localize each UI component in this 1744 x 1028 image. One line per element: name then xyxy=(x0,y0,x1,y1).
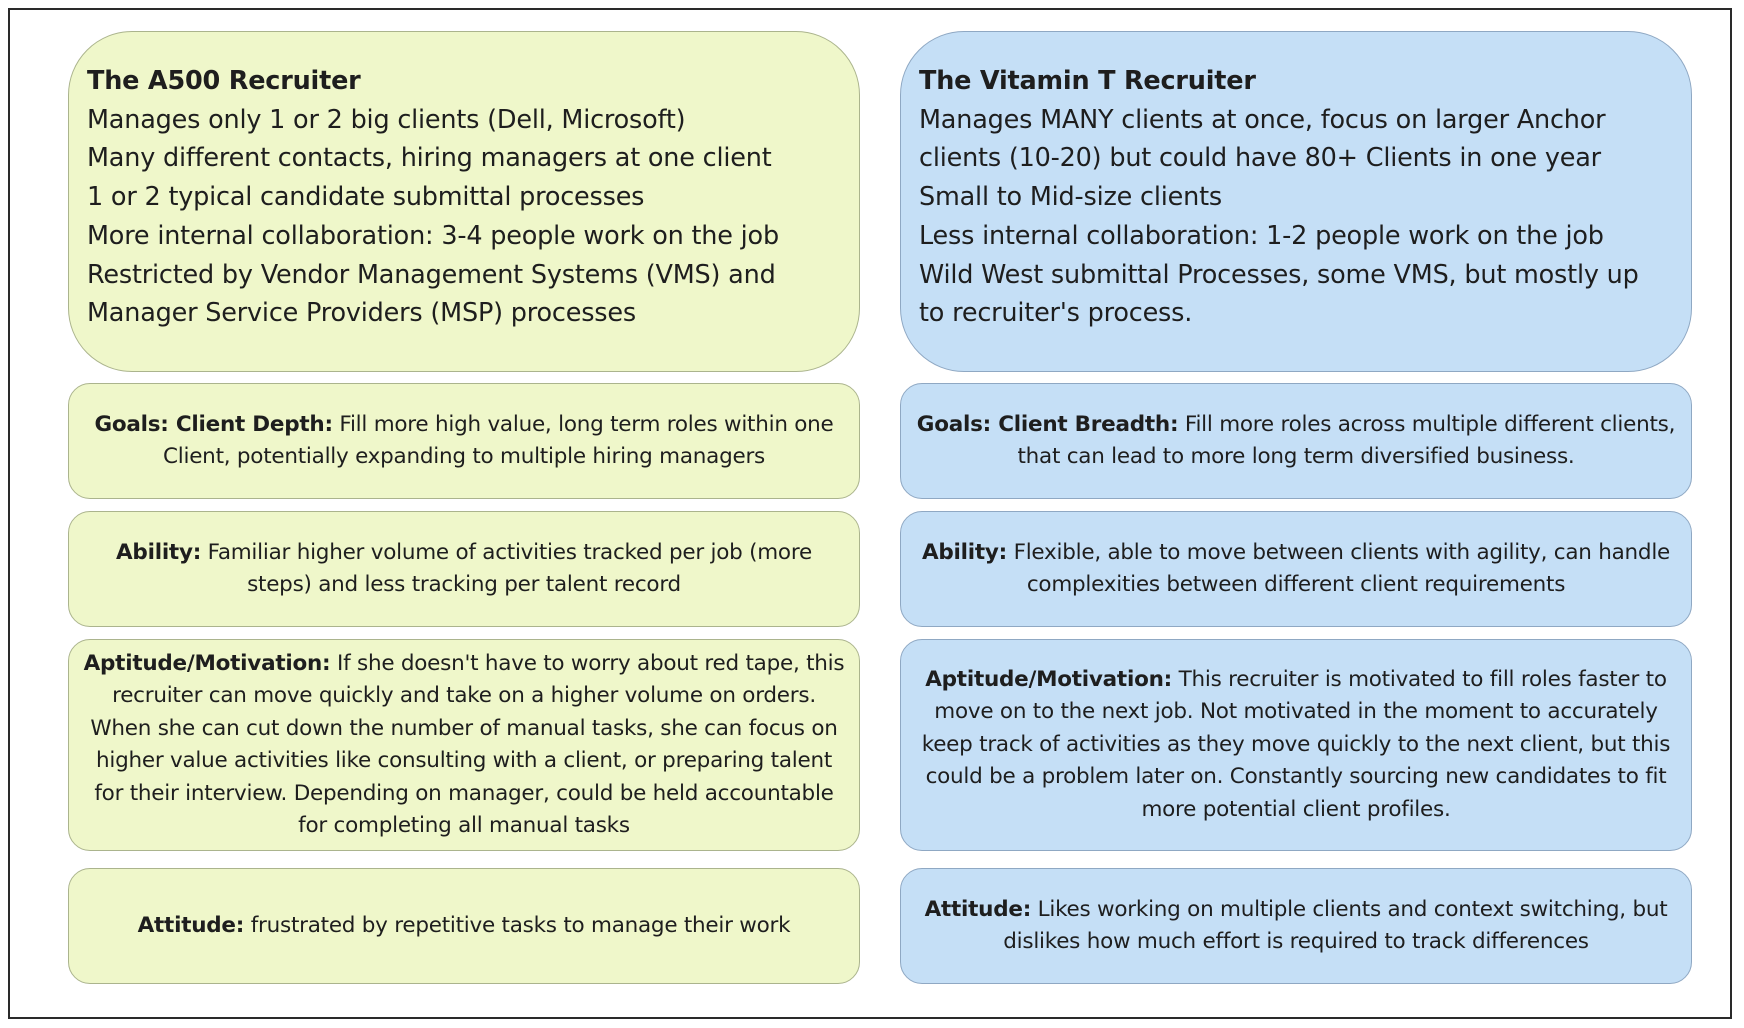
vitamin-t-summary-line: Less internal collaboration: 1-2 people work on the job xyxy=(919,220,1604,251)
a500-goals-label: Goals: Client Depth: xyxy=(94,411,333,437)
vitamin-t-summary-line: to recruiter's process. xyxy=(919,298,1193,329)
vitamin-t-summary-line: Wild West submittal Processes, some VMS, but mostly up xyxy=(919,259,1639,290)
vitamin-t-goals-text: Fill more roles across multiple different clients, that can lead to more long term diversified business. xyxy=(1017,411,1676,469)
a500-recruiter-summary-card xyxy=(68,31,860,372)
a500-ability-card xyxy=(68,511,860,627)
vitamin-t-attitude-card xyxy=(900,868,1692,984)
a500-summary-line: Many different contacts, hiring managers at one client xyxy=(87,143,772,174)
vitamin-t-aptitude-card xyxy=(900,639,1692,851)
a500-attitude-label: Attitude: xyxy=(137,912,245,938)
vitamin-t-ability-text: Flexible, able to move between clients with agility, can handle complexities between different client requirements xyxy=(1013,539,1671,597)
vitamin-t-summary-line: Small to Mid-size clients xyxy=(919,182,1222,213)
a500-ability-text: Familiar higher volume of activities tracked per job (more steps) and less tracking per talent record xyxy=(207,539,812,597)
vitamin-t-attitude-label: Attitude: xyxy=(924,896,1032,922)
a500-ability-label: Ability: xyxy=(116,539,202,565)
a500-summary-line: Manages only 1 or 2 big clients (Dell, Microsoft) xyxy=(87,104,686,135)
vitamin-t-recruiter-summary-card xyxy=(900,31,1692,372)
a500-summary-line: Restricted by Vendor Management Systems (VMS) and xyxy=(87,259,776,290)
a500-goals-card xyxy=(68,383,860,499)
a500-aptitude-text: If she doesn't have to worry about red tape, this recruiter can move quickly and take on a higher volume on orders. When she can cut down the number of manual tasks, she can focus on higher value activities like consulting with a client, or preparing talent for their interview. Depending on manager, could be held accountable for completing all manual tasks xyxy=(90,650,845,838)
a500-aptitude-label: Aptitude/Motivation: xyxy=(83,650,331,676)
vitamin-t-recruiter-title: The Vitamin T Recruiter xyxy=(919,66,1256,96)
vitamin-t-goals-card xyxy=(900,383,1692,499)
vitamin-t-ability-card xyxy=(900,511,1692,627)
a500-recruiter-title: The A500 Recruiter xyxy=(87,66,361,96)
vitamin-t-summary-line: clients (10-20) but could have 80+ Clients in one year xyxy=(919,143,1601,174)
vitamin-t-goals-label: Goals: Client Breadth: xyxy=(916,411,1179,437)
a500-summary-line: Manager Service Providers (MSP) processes xyxy=(87,298,636,329)
a500-aptitude-card xyxy=(68,639,860,851)
vitamin-t-aptitude-label: Aptitude/Motivation: xyxy=(925,666,1173,692)
vitamin-t-aptitude-text: This recruiter is motivated to fill roles faster to move on to the next job. Not motivated in the moment to accurately keep track of activities as they move quickly to the next client, but this could be a problem later on. Constantly sourcing new candidates to fit more potential client profiles. xyxy=(921,666,1671,822)
a500-summary-line: More internal collaboration: 3-4 people work on the job xyxy=(87,220,779,251)
a500-attitude-card xyxy=(68,868,860,984)
a500-goals-text: Fill more high value, long term roles within one Client, potentially expanding to multiple hiring managers xyxy=(163,411,834,469)
a500-attitude-text: frustrated by repetitive tasks to manage their work xyxy=(250,912,791,938)
vitamin-t-summary-line: Manages MANY clients at once, focus on larger Anchor xyxy=(919,104,1606,135)
vitamin-t-attitude-text: Likes working on multiple clients and context switching, but dislikes how much effort is required to track differences xyxy=(1003,896,1668,954)
vitamin-t-ability-label: Ability: xyxy=(921,539,1007,565)
a500-summary-line: 1 or 2 typical candidate submittal processes xyxy=(87,182,645,213)
